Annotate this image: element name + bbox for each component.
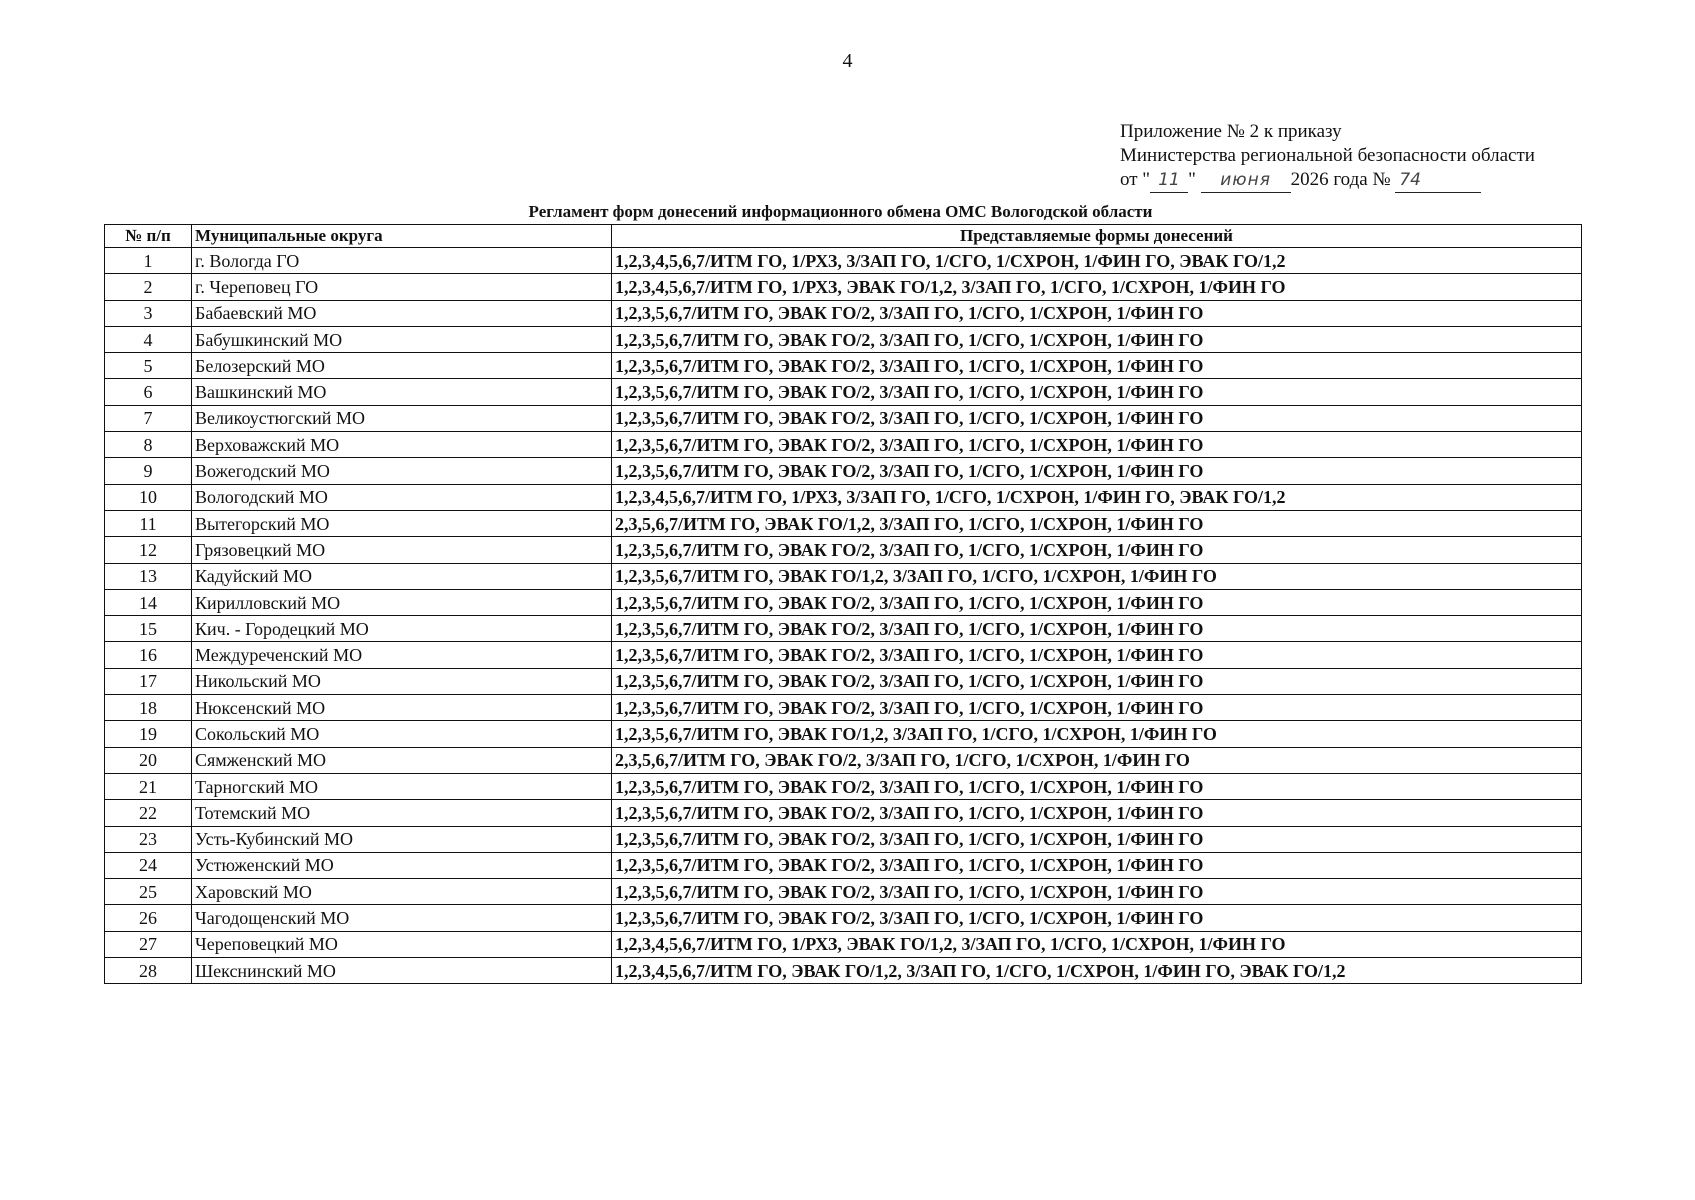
row-num: 9	[105, 458, 192, 484]
table-row	[105, 405, 1582, 431]
row-num: 8	[105, 432, 192, 458]
table-row	[105, 484, 1582, 510]
row-forms: 1,2,3,4,5,6,7/ИТМ ГО, ЭВАК ГО/1,2, 3/ЗАП ГО, 1/СГО, 1/СХРОН, 1/ФИН ГО, ЭВАК ГО/1,2	[612, 958, 1582, 984]
row-num: 17	[105, 668, 192, 694]
row-forms: 1,2,3,5,6,7/ИТМ ГО, ЭВАК ГО/2, 3/ЗАП ГО, 1/СГО, 1/СХРОН, 1/ФИН ГО	[612, 589, 1582, 615]
table-row	[105, 826, 1582, 852]
table-row	[105, 432, 1582, 458]
row-num: 22	[105, 800, 192, 826]
row-forms: 1,2,3,5,6,7/ИТМ ГО, ЭВАК ГО/2, 3/ЗАП ГО, 1/СГО, 1/СХРОН, 1/ФИН ГО	[612, 800, 1582, 826]
table-row	[105, 616, 1582, 642]
row-num: 7	[105, 405, 192, 431]
document-title	[0, 202, 1695, 222]
row-district: Великоустюгский МО	[192, 405, 612, 431]
header-forms: Представляемые формы донесений	[612, 225, 1582, 248]
row-forms: 1,2,3,5,6,7/ИТМ ГО, ЭВАК ГО/2, 3/ЗАП ГО, 1/СГО, 1/СХРОН, 1/ФИН ГО	[612, 300, 1582, 326]
table-row	[105, 852, 1582, 878]
row-num: 13	[105, 563, 192, 589]
row-district: Грязовецкий МО	[192, 537, 612, 563]
row-district: Шекснинский МО	[192, 958, 612, 984]
table-row	[105, 800, 1582, 826]
table-row	[105, 274, 1582, 300]
table-row	[105, 668, 1582, 694]
row-district: Никольский МО	[192, 668, 612, 694]
row-district: Вашкинский МО	[192, 379, 612, 405]
row-forms: 1,2,3,5,6,7/ИТМ ГО, ЭВАК ГО/2, 3/ЗАП ГО, 1/СГО, 1/СХРОН, 1/ФИН ГО	[612, 537, 1582, 563]
table-row	[105, 458, 1582, 484]
row-forms: 1,2,3,4,5,6,7/ИТМ ГО, 1/РХЗ, 3/ЗАП ГО, 1/СГО, 1/СХРОН, 1/ФИН ГО, ЭВАК ГО/1,2	[612, 484, 1582, 510]
row-forms: 1,2,3,4,5,6,7/ИТМ ГО, 1/РХЗ, ЭВАК ГО/1,2, 3/ЗАП ГО, 1/СГО, 1/СХРОН, 1/ФИН ГО	[612, 274, 1582, 300]
row-num: 27	[105, 931, 192, 957]
table-row	[105, 721, 1582, 747]
handwritten-order-number: 74	[1395, 168, 1481, 193]
date-quote: "	[1188, 169, 1196, 190]
row-num: 2	[105, 274, 192, 300]
table-row	[105, 300, 1582, 326]
table-row	[105, 379, 1582, 405]
row-district: Белозерский МО	[192, 353, 612, 379]
table-row	[105, 879, 1582, 905]
row-district: Устюженский МО	[192, 852, 612, 878]
appendix-line-1: Приложение № 2 к приказу	[1120, 121, 1342, 142]
table-row	[105, 326, 1582, 352]
row-district: Кич. - Городецкий МО	[192, 616, 612, 642]
row-district: Вологодский МО	[192, 484, 612, 510]
table-row	[105, 589, 1582, 615]
handwritten-day: 11	[1150, 168, 1188, 193]
table-row	[105, 931, 1582, 957]
table-header-row	[105, 225, 1582, 248]
row-district: Бабаевский МО	[192, 300, 612, 326]
forms-regulation-table	[104, 224, 1582, 984]
row-district: Вожегодский МО	[192, 458, 612, 484]
row-forms: 1,2,3,5,6,7/ИТМ ГО, ЭВАК ГО/2, 3/ЗАП ГО, 1/СГО, 1/СХРОН, 1/ФИН ГО	[612, 458, 1582, 484]
row-forms: 1,2,3,5,6,7/ИТМ ГО, ЭВАК ГО/2, 3/ЗАП ГО, 1/СГО, 1/СХРОН, 1/ФИН ГО	[612, 695, 1582, 721]
row-forms: 1,2,3,5,6,7/ИТМ ГО, ЭВАК ГО/2, 3/ЗАП ГО, 1/СГО, 1/СХРОН, 1/ФИН ГО	[612, 432, 1582, 458]
row-num: 25	[105, 879, 192, 905]
appendix-date-line	[1120, 168, 1535, 193]
row-num: 10	[105, 484, 192, 510]
row-num: 11	[105, 510, 192, 536]
date-prefix: от "	[1120, 169, 1151, 190]
row-num: 28	[105, 958, 192, 984]
row-district: Харовский МО	[192, 879, 612, 905]
table-body	[105, 248, 1582, 984]
row-district: Чагодощенский МО	[192, 905, 612, 931]
row-forms: 1,2,3,5,6,7/ИТМ ГО, ЭВАК ГО/2, 3/ЗАП ГО, 1/СГО, 1/СХРОН, 1/ФИН ГО	[612, 879, 1582, 905]
handwritten-month: июня	[1201, 168, 1291, 193]
row-forms: 1,2,3,5,6,7/ИТМ ГО, ЭВАК ГО/2, 3/ЗАП ГО, 1/СГО, 1/СХРОН, 1/ФИН ГО	[612, 773, 1582, 799]
header-district: Муниципальные округа	[192, 225, 612, 248]
row-num: 3	[105, 300, 192, 326]
row-forms: 1,2,3,5,6,7/ИТМ ГО, ЭВАК ГО/2, 3/ЗАП ГО, 1/СГО, 1/СХРОН, 1/ФИН ГО	[612, 405, 1582, 431]
row-forms: 1,2,3,5,6,7/ИТМ ГО, ЭВАК ГО/2, 3/ЗАП ГО, 1/СГО, 1/СХРОН, 1/ФИН ГО	[612, 905, 1582, 931]
row-forms: 1,2,3,5,6,7/ИТМ ГО, ЭВАК ГО/1,2, 3/ЗАП ГО, 1/СГО, 1/СХРОН, 1/ФИН ГО	[612, 721, 1582, 747]
row-district: Кирилловский МО	[192, 589, 612, 615]
row-forms: 1,2,3,5,6,7/ИТМ ГО, ЭВАК ГО/2, 3/ЗАП ГО, 1/СГО, 1/СХРОН, 1/ФИН ГО	[612, 642, 1582, 668]
row-num: 1	[105, 248, 192, 274]
row-forms: 1,2,3,5,6,7/ИТМ ГО, ЭВАК ГО/1,2, 3/ЗАП ГО, 1/СГО, 1/СХРОН, 1/ФИН ГО	[612, 563, 1582, 589]
row-district: Сокольский МО	[192, 721, 612, 747]
row-num: 5	[105, 353, 192, 379]
row-forms: 1,2,3,5,6,7/ИТМ ГО, ЭВАК ГО/2, 3/ЗАП ГО, 1/СГО, 1/СХРОН, 1/ФИН ГО	[612, 353, 1582, 379]
row-forms: 1,2,3,5,6,7/ИТМ ГО, ЭВАК ГО/2, 3/ЗАП ГО, 1/СГО, 1/СХРОН, 1/ФИН ГО	[612, 616, 1582, 642]
header-num: № п/п	[105, 225, 192, 248]
row-district: г. Череповец ГО	[192, 274, 612, 300]
row-district: Междуреченский МО	[192, 642, 612, 668]
row-district: Кадуйский МО	[192, 563, 612, 589]
row-district: Вытегорский МО	[192, 510, 612, 536]
row-district: Усть-Кубинский МО	[192, 826, 612, 852]
appendix-line-2: Министерства региональной безопасности области	[1120, 145, 1535, 166]
row-num: 19	[105, 721, 192, 747]
row-forms: 1,2,3,5,6,7/ИТМ ГО, ЭВАК ГО/2, 3/ЗАП ГО, 1/СГО, 1/СХРОН, 1/ФИН ГО	[612, 668, 1582, 694]
row-forms: 2,3,5,6,7/ИТМ ГО, ЭВАК ГО/2, 3/ЗАП ГО, 1/СГО, 1/СХРОН, 1/ФИН ГО	[612, 747, 1582, 773]
document-title-text: Регламент форм донесений информационного обмена ОМС Вологодской области	[528, 202, 1153, 221]
row-district: Нюксенский МО	[192, 695, 612, 721]
row-district: Тотемский МО	[192, 800, 612, 826]
table-row	[105, 905, 1582, 931]
row-district: Бабушкинский МО	[192, 326, 612, 352]
row-num: 20	[105, 747, 192, 773]
table-row	[105, 537, 1582, 563]
row-num: 6	[105, 379, 192, 405]
table-row	[105, 510, 1582, 536]
table-row	[105, 642, 1582, 668]
row-forms: 1,2,3,5,6,7/ИТМ ГО, ЭВАК ГО/2, 3/ЗАП ГО, 1/СГО, 1/СХРОН, 1/ФИН ГО	[612, 379, 1582, 405]
row-forms: 2,3,5,6,7/ИТМ ГО, ЭВАК ГО/1,2, 3/ЗАП ГО, 1/СГО, 1/СХРОН, 1/ФИН ГО	[612, 510, 1582, 536]
table-row	[105, 958, 1582, 984]
row-num: 18	[105, 695, 192, 721]
row-num: 12	[105, 537, 192, 563]
row-district: Сямженский МО	[192, 747, 612, 773]
row-forms: 1,2,3,4,5,6,7/ИТМ ГО, 1/РХЗ, 3/ЗАП ГО, 1/СГО, 1/СХРОН, 1/ФИН ГО, ЭВАК ГО/1,2	[612, 248, 1582, 274]
table-row	[105, 248, 1582, 274]
row-num: 15	[105, 616, 192, 642]
row-num: 16	[105, 642, 192, 668]
row-num: 21	[105, 773, 192, 799]
row-num: 26	[105, 905, 192, 931]
table-row	[105, 563, 1582, 589]
appendix-header	[1120, 120, 1535, 193]
row-num: 24	[105, 852, 192, 878]
row-num: 23	[105, 826, 192, 852]
table-row	[105, 773, 1582, 799]
row-district: Тарногский МО	[192, 773, 612, 799]
row-forms: 1,2,3,5,6,7/ИТМ ГО, ЭВАК ГО/2, 3/ЗАП ГО, 1/СГО, 1/СХРОН, 1/ФИН ГО	[612, 852, 1582, 878]
row-district: Верховажский МО	[192, 432, 612, 458]
table-row	[105, 695, 1582, 721]
row-forms: 1,2,3,5,6,7/ИТМ ГО, ЭВАК ГО/2, 3/ЗАП ГО, 1/СГО, 1/СХРОН, 1/ФИН ГО	[612, 326, 1582, 352]
table-row	[105, 747, 1582, 773]
row-district: Череповецкий МО	[192, 931, 612, 957]
row-district: г. Вологда ГО	[192, 248, 612, 274]
table-row	[105, 353, 1582, 379]
year-text: 2026 года №	[1290, 169, 1391, 190]
row-num: 14	[105, 589, 192, 615]
page-number: 4	[842, 50, 853, 72]
row-num: 4	[105, 326, 192, 352]
row-forms: 1,2,3,5,6,7/ИТМ ГО, ЭВАК ГО/2, 3/ЗАП ГО, 1/СГО, 1/СХРОН, 1/ФИН ГО	[612, 826, 1582, 852]
row-forms: 1,2,3,4,5,6,7/ИТМ ГО, 1/РХЗ, ЭВАК ГО/1,2, 3/ЗАП ГО, 1/СГО, 1/СХРОН, 1/ФИН ГО	[612, 931, 1582, 957]
